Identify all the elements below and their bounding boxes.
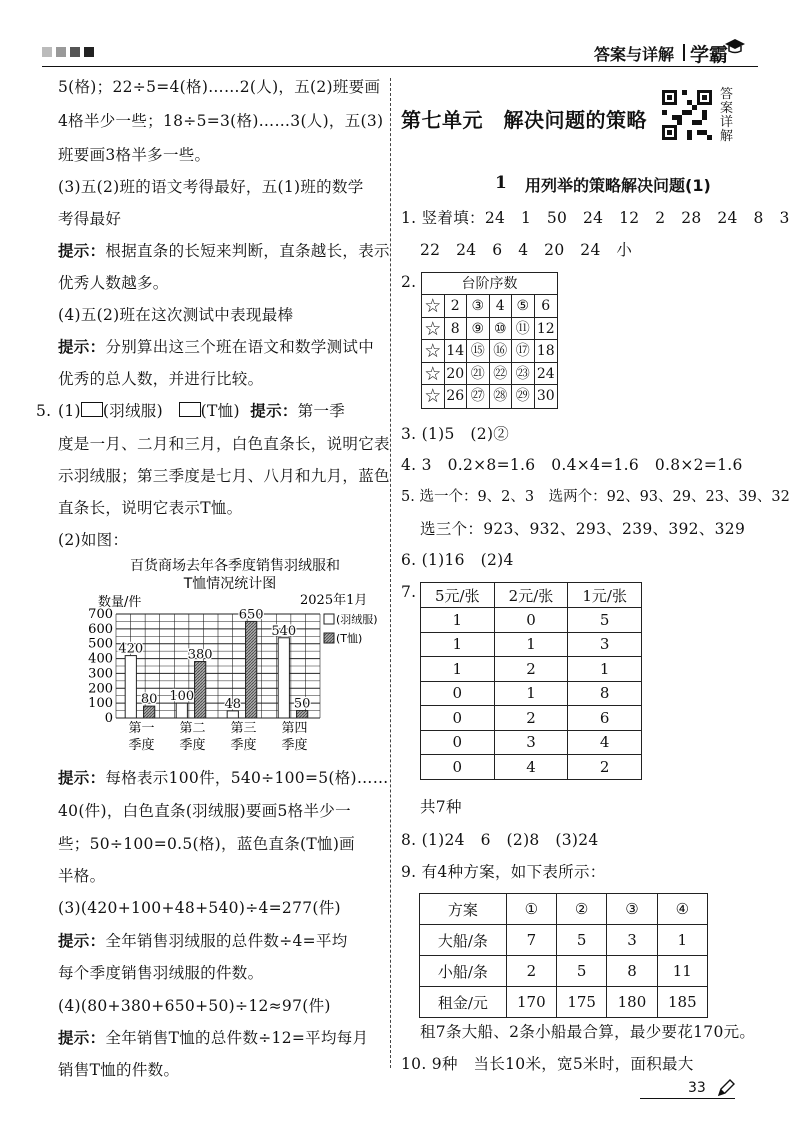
y-tick-label: 400 bbox=[88, 651, 113, 667]
left-line-18: 些；50÷100=0.5(格)，蓝色直条(T恤)画 bbox=[58, 835, 355, 853]
grid-cell: 2 bbox=[445, 295, 468, 318]
x-category-label: 第二 bbox=[179, 721, 206, 736]
legend-white-box-icon bbox=[81, 402, 103, 417]
grid-cell: ☆ bbox=[422, 385, 445, 408]
hint-label: 提示： bbox=[58, 337, 106, 356]
grid-cell: ㉗ bbox=[467, 385, 490, 408]
bar-tshirt bbox=[195, 662, 206, 718]
left-line-5: 考得最好 bbox=[58, 210, 122, 228]
table-header-cell: ④ bbox=[657, 894, 707, 925]
bar-data-label: 540 bbox=[271, 623, 297, 639]
legend-blue-box-icon bbox=[179, 402, 201, 417]
bar-tshirt bbox=[246, 621, 257, 718]
table-cell: 5 bbox=[557, 925, 607, 956]
left-line-3: 班要画3格半多一些。 bbox=[58, 146, 211, 164]
grid-cell: ㉘ bbox=[490, 385, 513, 408]
table-cell: 0 bbox=[421, 755, 495, 780]
header-brand-name: 学霸 bbox=[690, 44, 729, 66]
table-cell: 0 bbox=[421, 706, 495, 731]
answer-6: 6. (1)16 (2)4 bbox=[401, 551, 514, 569]
hint-line-1 bbox=[58, 241, 390, 261]
x-category-label: 第四 bbox=[281, 721, 308, 736]
legend-label: (T恤) bbox=[336, 632, 363, 645]
left-line-7: 优秀人数越多。 bbox=[58, 274, 169, 292]
y-tick-label: 0 bbox=[104, 711, 113, 726]
x-category-label: 第一 bbox=[128, 721, 155, 736]
q5-number: 5. bbox=[36, 402, 52, 420]
y-tick-label: 100 bbox=[88, 696, 113, 712]
table-cell: 8 bbox=[568, 681, 642, 706]
table-cell: 3 bbox=[568, 632, 642, 657]
answer-5-line-2: 选三个：923、932、293、239、392、329 bbox=[420, 520, 746, 538]
y-tick-label: 300 bbox=[88, 666, 113, 682]
table-row bbox=[421, 706, 642, 731]
hint-line-2 bbox=[58, 337, 374, 357]
left-line-22: 每个季度销售羽绒服的件数。 bbox=[58, 964, 264, 982]
stair-grid bbox=[421, 272, 558, 409]
bar-data-label: 420 bbox=[118, 641, 144, 657]
table-cell: 租金/元 bbox=[420, 987, 507, 1018]
grid-cell: ㉙ bbox=[512, 385, 535, 408]
x-category-label: 季度 bbox=[128, 738, 155, 753]
hint-text: 全年销售T恤的总件数÷12=平均每月 bbox=[105, 1029, 369, 1047]
legend-swatch-tshirt bbox=[324, 633, 334, 643]
table-cell: 1 bbox=[657, 925, 707, 956]
table-cell: 4 bbox=[568, 730, 642, 755]
qr-caption: 答案详解 bbox=[720, 87, 734, 144]
x-category-label: 季度 bbox=[179, 738, 206, 753]
grid-cell: 30 bbox=[536, 388, 555, 404]
left-line-1: 5(格)；22÷5=4(格)……2(人)，五(2)班要画 bbox=[58, 78, 381, 96]
grid-cell: ☆ bbox=[422, 295, 445, 318]
left-line-25: 销售T恤的件数。 bbox=[58, 1061, 180, 1079]
answer-1-line-2: 22 24 6 4 20 24 小 bbox=[420, 241, 633, 259]
hint-label: 提示： bbox=[58, 1028, 106, 1047]
header-square-2 bbox=[56, 47, 66, 57]
bar-chart bbox=[80, 556, 390, 761]
q5-box1-label: (羽绒服) bbox=[102, 402, 163, 420]
hint-label: 提示： bbox=[250, 401, 298, 420]
table-cell: 0 bbox=[421, 681, 495, 706]
bar-tshirt bbox=[297, 711, 308, 718]
table-row bbox=[420, 925, 708, 956]
table-row bbox=[420, 956, 708, 987]
table-cell: 175 bbox=[557, 987, 607, 1018]
bar-data-label: 48 bbox=[224, 696, 242, 712]
boat-plan-table bbox=[419, 893, 708, 1018]
table-cell: 1 bbox=[421, 632, 495, 657]
bar-data-label: 50 bbox=[293, 696, 311, 712]
left-line-4: (3)五(2)班的语文考得最好，五(1)班的数学 bbox=[58, 178, 364, 196]
table-cell: 2 bbox=[494, 657, 568, 682]
q5-line-1 bbox=[58, 401, 345, 421]
table-cell: 11 bbox=[657, 956, 707, 987]
table-cell: 180 bbox=[607, 987, 657, 1018]
grid-cell: ⑰ bbox=[512, 340, 535, 363]
q5-part-label: (1) bbox=[58, 402, 81, 420]
page-number: 33 bbox=[688, 1080, 706, 1096]
table-row bbox=[421, 681, 642, 706]
table-row bbox=[421, 657, 642, 682]
answer-4: 4. 3 0.2×8=1.6 0.4×4=1.6 0.8×2=1.6 bbox=[401, 456, 743, 474]
section-title: 用列举的策略解决问题(1) bbox=[525, 176, 711, 195]
grid-title: 台阶序数 bbox=[422, 273, 557, 295]
unit-title: 第七单元 解决问题的策略 bbox=[401, 108, 647, 132]
table-cell: 4 bbox=[494, 755, 568, 780]
table-header-cell: 方案 bbox=[420, 894, 507, 925]
left-line-14: 直条长，说明它表示T恤。 bbox=[58, 499, 243, 517]
money-table bbox=[420, 582, 642, 780]
answer-7-total: 共7种 bbox=[420, 798, 462, 816]
header-square-1 bbox=[42, 47, 52, 57]
left-line-2: 4格半少一些；18÷5=3(格)……3(人)，五(3) bbox=[58, 112, 384, 130]
hint-label: 提示： bbox=[58, 931, 106, 950]
grid-cell: 20 bbox=[445, 363, 468, 386]
y-tick-label: 700 bbox=[88, 607, 113, 622]
bar-down-jacket bbox=[278, 638, 289, 718]
table-header-cell: ③ bbox=[607, 894, 657, 925]
left-line-23: (4)(80+380+650+50)÷12≈97(件) bbox=[58, 997, 331, 1015]
hint-label: 提示： bbox=[58, 241, 106, 260]
grid-cell: ⑮ bbox=[467, 340, 490, 363]
chart-ylabel: 数量/件 bbox=[98, 595, 142, 610]
table-cell: 5 bbox=[568, 608, 642, 633]
graduation-cap-icon bbox=[724, 38, 746, 54]
table-cell: 小船/条 bbox=[420, 956, 507, 987]
answer-8: 8. (1)24 6 (2)8 (3)24 bbox=[401, 831, 599, 849]
table-cell: 1 bbox=[494, 632, 568, 657]
table-header-cell: 5元/张 bbox=[421, 583, 495, 608]
table-cell: 185 bbox=[657, 987, 707, 1018]
table-cell: 1 bbox=[421, 657, 495, 682]
table-cell: 2 bbox=[494, 706, 568, 731]
grid-cell: ⑪ bbox=[512, 318, 535, 341]
header-square-4 bbox=[84, 47, 94, 57]
header-divider-bar bbox=[683, 44, 685, 61]
hint-line-5 bbox=[58, 1028, 368, 1048]
header-rule bbox=[42, 66, 758, 67]
x-category-label: 季度 bbox=[230, 738, 257, 753]
bar-down-jacket bbox=[125, 656, 136, 718]
table-cell: 170 bbox=[506, 987, 556, 1018]
table-row bbox=[421, 608, 642, 633]
table-cell: 2 bbox=[506, 956, 556, 987]
hint-text: 第一季 bbox=[297, 402, 346, 420]
pencil-icon bbox=[716, 1078, 736, 1098]
qr-code-icon bbox=[662, 90, 712, 140]
grid-cell: 14 bbox=[445, 340, 468, 363]
left-line-15: (2)如图： bbox=[58, 531, 129, 549]
table-cell: 7 bbox=[506, 925, 556, 956]
chart-title-line2: T恤情况统计图 bbox=[183, 576, 277, 592]
table-header-cell: ② bbox=[557, 894, 607, 925]
bar-data-label: 650 bbox=[238, 607, 264, 623]
table-cell: 6 bbox=[568, 706, 642, 731]
column-divider bbox=[390, 78, 391, 1068]
y-tick-label: 600 bbox=[88, 621, 113, 637]
hint-text: 分别算出这三个班在语文和数学测试中 bbox=[105, 338, 375, 356]
table-cell: 2 bbox=[568, 755, 642, 780]
grid-cell: 18 bbox=[535, 340, 558, 363]
grid-cell: 4 bbox=[490, 295, 513, 318]
table-cell: 5 bbox=[557, 956, 607, 987]
q5-box2-label: (T恤) bbox=[200, 402, 240, 420]
hint-text: 每格表示100件，540÷100=5(格)…… bbox=[105, 769, 389, 787]
hint-label: 提示： bbox=[58, 768, 106, 787]
legend-label: (羽绒服) bbox=[336, 613, 378, 626]
answer-9-conclusion: 租7条大船、2条小船最合算，最少要花170元。 bbox=[420, 1023, 756, 1041]
bar-data-label: 80 bbox=[140, 692, 158, 708]
table-header-cell: ① bbox=[506, 894, 556, 925]
answer-9-intro: 9. 有4种方案，如下表所示： bbox=[401, 863, 606, 881]
y-tick-label: 200 bbox=[88, 681, 113, 697]
grid-cell: ☆ bbox=[422, 340, 445, 363]
table-row bbox=[421, 755, 642, 780]
x-category-label: 第三 bbox=[230, 721, 257, 736]
hint-line-3 bbox=[58, 768, 389, 788]
grid-cell: ⑨ bbox=[467, 318, 490, 341]
table-row bbox=[421, 632, 642, 657]
section-number: 1 bbox=[495, 173, 507, 193]
chart-date: 2025年1月 bbox=[300, 593, 368, 608]
legend-swatch-down-jacket bbox=[324, 614, 334, 624]
grid-cell: 6 bbox=[535, 295, 558, 318]
bar-down-jacket bbox=[176, 703, 187, 718]
grid-cell: 12 bbox=[535, 318, 558, 341]
grid-cell: ⑩ bbox=[490, 318, 513, 341]
grid-cell: ☆ bbox=[422, 318, 445, 341]
grid-cell: 8 bbox=[445, 318, 468, 341]
answer-3: 3. (1)5 (2)② bbox=[401, 425, 510, 443]
table-cell: 1 bbox=[568, 657, 642, 682]
table-cell: 3 bbox=[494, 730, 568, 755]
left-line-13: 示羽绒服；第三季度是七月、八月和九月，蓝色 bbox=[58, 467, 390, 485]
left-line-8: (4)五(2)班在这次测试中表现最棒 bbox=[58, 306, 294, 324]
chart-title-line1: 百货商场去年各季度销售羽绒服和 bbox=[130, 558, 340, 574]
grid-cell: ③ bbox=[467, 295, 490, 318]
table-header-cell: 1元/张 bbox=[568, 583, 642, 608]
hint-text: 全年销售羽绒服的总件数÷4=平均 bbox=[105, 932, 348, 950]
answer-10: 10. 9种 当长10米，宽5米时，面积最大 bbox=[401, 1055, 694, 1073]
grid-cell: ⑯ bbox=[490, 340, 513, 363]
grid-cell: ☆ bbox=[422, 363, 445, 386]
bar-data-label: 100 bbox=[169, 689, 195, 705]
grid-cell: 24 bbox=[535, 363, 558, 386]
hint-text: 根据直条的长短来判断，直条越长，表示 bbox=[105, 242, 390, 260]
table-cell: 大船/条 bbox=[420, 925, 507, 956]
x-category-label: 季度 bbox=[281, 738, 308, 753]
left-line-20: (3)(420+100+48+540)÷4=277(件) bbox=[58, 899, 341, 917]
table-header-cell: 2元/张 bbox=[494, 583, 568, 608]
left-line-12: 度是一月、二月和三月，白色直条长，说明它表 bbox=[58, 435, 390, 453]
bar-tshirt bbox=[144, 706, 155, 718]
header-square-3 bbox=[70, 47, 80, 57]
table-row bbox=[421, 730, 642, 755]
answer-2-number: 2. bbox=[401, 273, 417, 291]
left-line-10: 优秀的总人数，并进行比较。 bbox=[58, 370, 264, 388]
table-cell: 1 bbox=[421, 608, 495, 633]
table-row bbox=[420, 987, 708, 1018]
answer-7-number: 7. bbox=[401, 583, 417, 601]
left-line-17: 40(件)，白色直条(羽绒服)要画5格半少一 bbox=[58, 802, 351, 820]
grid-cell: 26 bbox=[445, 385, 468, 408]
hint-line-4 bbox=[58, 931, 348, 951]
bar-down-jacket bbox=[227, 711, 238, 718]
grid-cell: ㉑ bbox=[467, 363, 490, 386]
answer-5-line-1: 5. 选一个：9、2、3 选两个：92、93、29、23、39、32 bbox=[401, 489, 790, 505]
table-cell: 1 bbox=[494, 681, 568, 706]
grid-cell: ㉓ bbox=[512, 363, 535, 386]
table-cell: 8 bbox=[607, 956, 657, 987]
left-line-19: 半格。 bbox=[58, 867, 106, 885]
footer-rule bbox=[640, 1098, 735, 1099]
table-cell: 0 bbox=[421, 730, 495, 755]
table-cell: 3 bbox=[607, 925, 657, 956]
grid-cell: ㉒ bbox=[490, 363, 513, 386]
bar-data-label: 380 bbox=[187, 647, 213, 663]
answer-1-line-1: 1. 竖着填：24 1 50 24 12 2 28 24 8 3 bbox=[401, 209, 790, 227]
y-tick-label: 500 bbox=[88, 636, 113, 652]
header-brand-label: 答案与详解 bbox=[594, 45, 675, 64]
grid-cell: ⑤ bbox=[512, 295, 535, 318]
table-cell: 0 bbox=[494, 608, 568, 633]
